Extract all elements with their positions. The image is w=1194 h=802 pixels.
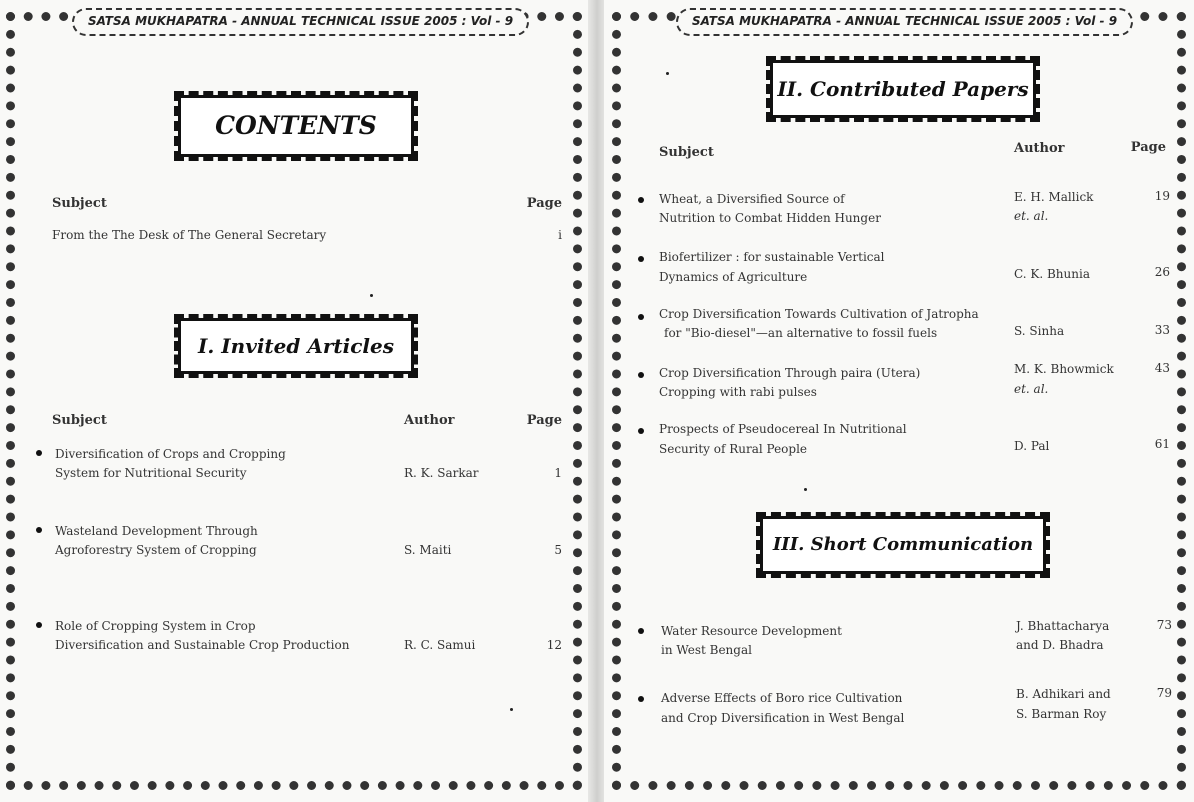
contributed-5-subject-line2: Security of Rural People (659, 442, 808, 456)
bullet (638, 197, 644, 203)
bullet (638, 428, 644, 434)
invited-articles-title: I. Invited Articles (178, 318, 414, 374)
invited-1-author: R. K. Sarkar (404, 466, 479, 480)
invited-1-subject-line2: System for Nutritional Security (55, 466, 247, 480)
bullet (638, 696, 644, 702)
invited-1-subject-line1: Diversification of Crops and Cropping (55, 447, 286, 461)
contributed-page-header: Page (1130, 140, 1166, 155)
bullet (638, 628, 644, 634)
desk-subject: From the The Desk of The General Secretary (52, 228, 327, 242)
contributed-3-author: S. Sinha (1014, 324, 1065, 338)
contributed-2-subject-line1: Biofertilizer : for sustainable Vertical (659, 250, 885, 264)
contributed-papers-title: II. Contributed Papers (770, 60, 1036, 118)
contents-title: CONTENTS (178, 95, 414, 157)
bullet (638, 256, 644, 262)
subject-header: Subject (52, 196, 107, 211)
printing-speck (510, 708, 513, 711)
short-2-author-line2: S. Barman Roy (1016, 707, 1107, 721)
bullet (638, 372, 644, 378)
contributed-1-subject-line1: Wheat, a Diversified Source of (659, 192, 845, 206)
short-1-subject-line2: in West Bengal (661, 643, 752, 657)
contributed-4-author: M. K. Bhowmick (1014, 362, 1114, 376)
short-2-subject-line1: Adverse Effects of Boro rice Cultivation (661, 691, 903, 705)
contributed-4-author-etal: et. al. (1014, 382, 1049, 396)
running-header: SATSA MUKHAPATRA - ANNUAL TECHNICAL ISSUE 2005 : Vol - 9 (72, 8, 529, 36)
left-page (0, 0, 590, 802)
contributed-2-author: C. K. Bhunia (1014, 267, 1090, 281)
invited-3-subject-line1: Role of Cropping System in Crop (55, 619, 256, 633)
printing-speck (666, 72, 669, 75)
contributed-1-author-etal: et. al. (1014, 209, 1049, 223)
contributed-3-subject-line2: for "Bio-diesel"—an alternative to fossil fuels (664, 326, 938, 340)
running-header: SATSA MUKHAPATRA - ANNUAL TECHNICAL ISSUE 2005 : Vol - 9 (676, 8, 1133, 36)
invited-2-page: 5 (554, 543, 562, 557)
short-1-author-line1: J. Bhattacharya (1016, 619, 1110, 633)
contributed-2-subject-line2: Dynamics of Agriculture (659, 270, 808, 284)
bullet (638, 314, 644, 320)
contributed-1-subject-line2: Nutrition to Combat Hidden Hunger (659, 211, 881, 225)
invited-subject-header: Subject (52, 413, 107, 428)
short-communication-title: III. Short Communication (760, 516, 1046, 574)
printing-speck (370, 294, 373, 297)
contributed-author-header: Author (1014, 141, 1065, 156)
invited-1-page: 1 (554, 466, 562, 480)
contributed-1-page: 19 (1154, 189, 1170, 203)
invited-2-subject-line1: Wasteland Development Through (55, 524, 258, 538)
invited-3-page: 12 (546, 638, 562, 652)
contributed-5-author: D. Pal (1014, 439, 1050, 453)
invited-2-author: S. Maiti (404, 543, 452, 557)
short-2-subject-line2: and Crop Diversification in West Bengal (661, 711, 905, 725)
bullet (36, 622, 42, 628)
contributed-subject-header: Subject (659, 145, 714, 160)
contributed-3-page: 33 (1154, 323, 1170, 337)
desk-page: i (558, 228, 562, 242)
short-1-author-line2: and D. Bhadra (1016, 638, 1104, 652)
page-header: Page (526, 196, 562, 211)
decorative-border (612, 12, 1186, 790)
invited-author-header: Author (404, 413, 455, 428)
invited-3-subject-line2: Diversification and Sustainable Crop Production (55, 638, 350, 652)
contributed-5-page: 61 (1154, 437, 1170, 451)
contributed-1-author: E. H. Mallick (1014, 190, 1094, 204)
bullet (36, 450, 42, 456)
short-1-page: 73 (1156, 618, 1172, 632)
short-2-page: 79 (1156, 686, 1172, 700)
contributed-2-page: 26 (1154, 265, 1170, 279)
bullet (36, 527, 42, 533)
contributed-4-subject-line1: Crop Diversification Through paira (Utera) (659, 366, 921, 380)
contributed-3-subject-line1: Crop Diversification Towards Cultivation of Jatropha (659, 307, 979, 321)
short-1-subject-line1: Water Resource Development (661, 624, 842, 638)
printing-speck (804, 488, 807, 491)
contributed-4-subject-line2: Cropping with rabi pulses (659, 385, 817, 399)
contributed-5-subject-line1: Prospects of Pseudocereal In Nutritional (659, 422, 907, 436)
invited-2-subject-line2: Agroforestry System of Cropping (55, 543, 257, 557)
short-2-author-line1: B. Adhikari and (1016, 687, 1111, 701)
invited-3-author: R. C. Samui (404, 638, 476, 652)
invited-page-header: Page (526, 413, 562, 428)
contributed-4-page: 43 (1154, 361, 1170, 375)
right-page (604, 0, 1194, 802)
